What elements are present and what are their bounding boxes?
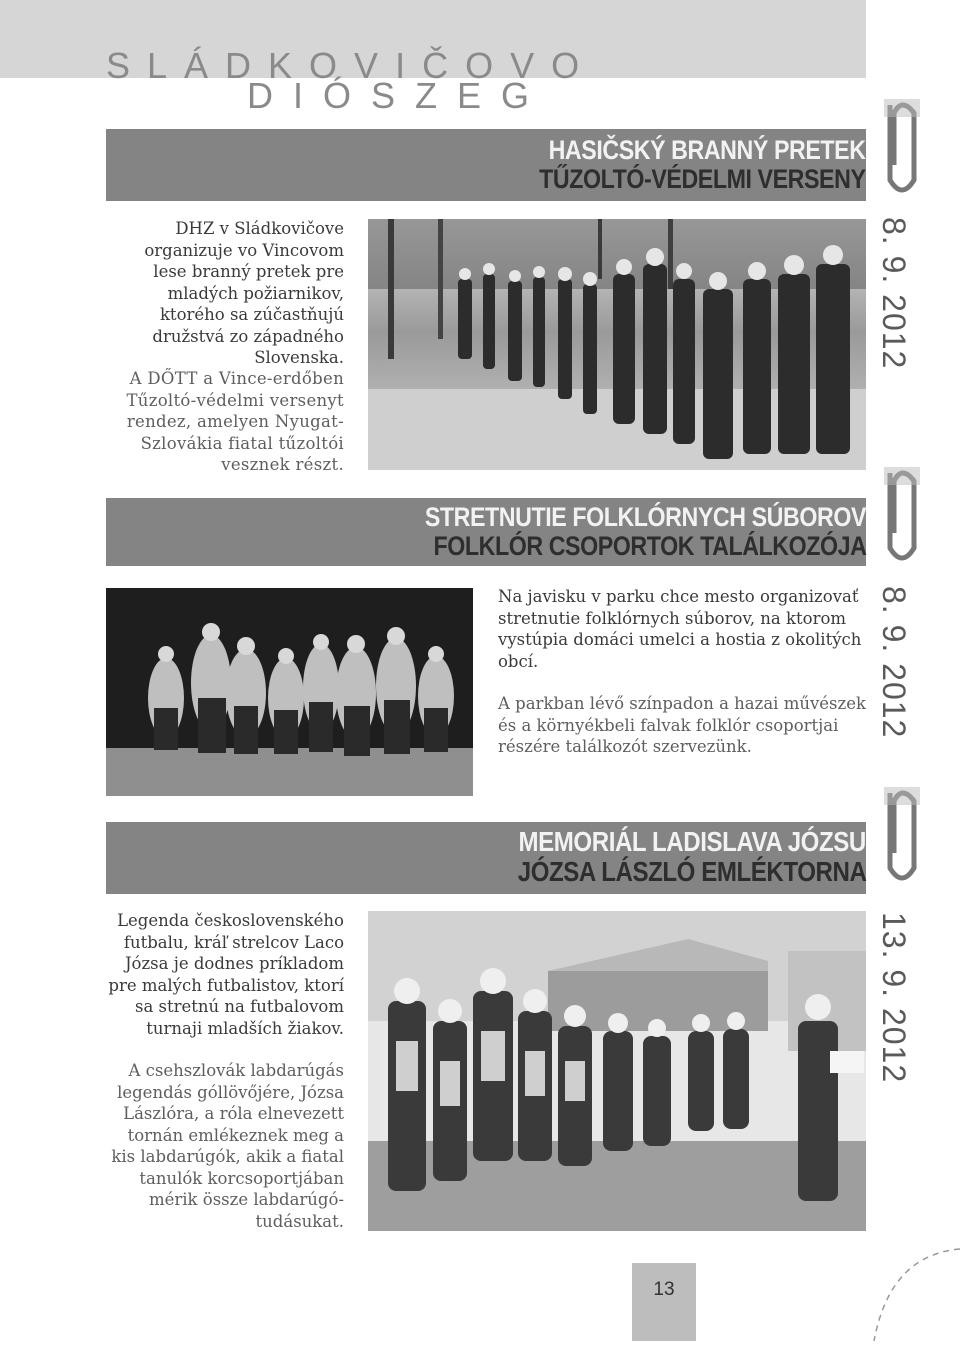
- paper-clip-icon: [882, 95, 922, 205]
- section-3-paragraph-hungarian: A csehszlovák labdarúgás legendás góllövőjére, Józsa Lászlóra, a róla elnevezett tornán emlékeznek meg a kis labdarúgók, akik a fiatal tanulók korcsoportjában mérik össze labdarúgó-tudásukat.: [111, 1061, 344, 1231]
- paper-clip-icon: [882, 783, 922, 893]
- paper-clip-icon: [882, 463, 922, 573]
- section-2-text-slovak: [498, 586, 866, 672]
- town-name-hungarian: DIÓSZEG: [247, 75, 550, 116]
- section-1-title-slovak: HASIČSKÝ BRANNÝ PRETEK: [549, 135, 866, 165]
- section-1-text-slovak: [106, 218, 344, 369]
- page-number: 13: [653, 1279, 675, 1300]
- section-3-paragraph-slovak: Legenda československého futbalu, kráľ strelcov Laco Józsa je dodnes príkladom pre malých futbalistov, ktorí sa stretnú na futbalovom turnaji mladších žiakov.: [108, 911, 344, 1038]
- section-2-title-slovak: STRETNUTIE FOLKLÓRNYCH SÚBOROV: [424, 502, 866, 532]
- section-3-title-hungarian: JÓZSA LÁSZLÓ EMLÉKTORNA: [517, 856, 866, 887]
- section-3-date: 13. 9. 2012: [876, 912, 912, 1084]
- section-3-text-slovak: [106, 910, 344, 1039]
- young-footballers-photo: [368, 911, 866, 1231]
- section-2-date: 8. 9. 2012: [876, 586, 912, 739]
- section-2-title-hungarian: FOLKLÓR CSOPORTOK TALÁLKOZÓJA: [433, 531, 866, 561]
- section-1-paragraph-hungarian: A DŐTT a Vince-erdőben Tűzoltó-védelmi versenyt rendez, amelyen Nyugat-Szlovákia fiatal tűzoltói vesznek részt.: [126, 369, 344, 474]
- page-number-box: [632, 1263, 696, 1341]
- town-name-slovak: SLÁDKOVIČOVO: [106, 45, 597, 86]
- folklore-dancers-photo: [106, 588, 473, 796]
- section-3-text-hungarian: [106, 1060, 344, 1232]
- section-1-text-hungarian: [106, 368, 344, 476]
- section-1-header-bar: [106, 129, 866, 201]
- section-1-title-hungarian: TŰZOLTÓ-VÉDELMI VERSENY: [539, 164, 866, 194]
- section-3-header-bar: [106, 822, 866, 894]
- section-3-title-slovak: MEMORIÁL LADISLAVA JÓZSU: [518, 826, 866, 857]
- firefighters-photo: [368, 219, 866, 470]
- section-2-header-bar: [106, 498, 866, 566]
- section-2-paragraph-hungarian: A parkban lévő színpadon a hazai művészek és a környékbeli falvak folklór csoportjai részére találkozót szervezünk.: [498, 694, 866, 756]
- section-2-text-hungarian: [498, 693, 866, 758]
- decorative-dashed-curve: [860, 1245, 960, 1345]
- section-2-paragraph-slovak: Na javisku v parku chce mesto organizovať stretnutie folklórnych súborov, na ktorom vystúpia domáci umelci a hostia z okolitých obcí.: [498, 587, 862, 671]
- section-1-paragraph-slovak: DHZ v Sládkovičove organizuje vo Vincovom lese branný pretek pre mladých požiarnikov, ktorého sa zúčastňujú družstvá zo západného Slovenska.: [144, 219, 344, 367]
- section-1-date: 8. 9. 2012: [876, 217, 912, 370]
